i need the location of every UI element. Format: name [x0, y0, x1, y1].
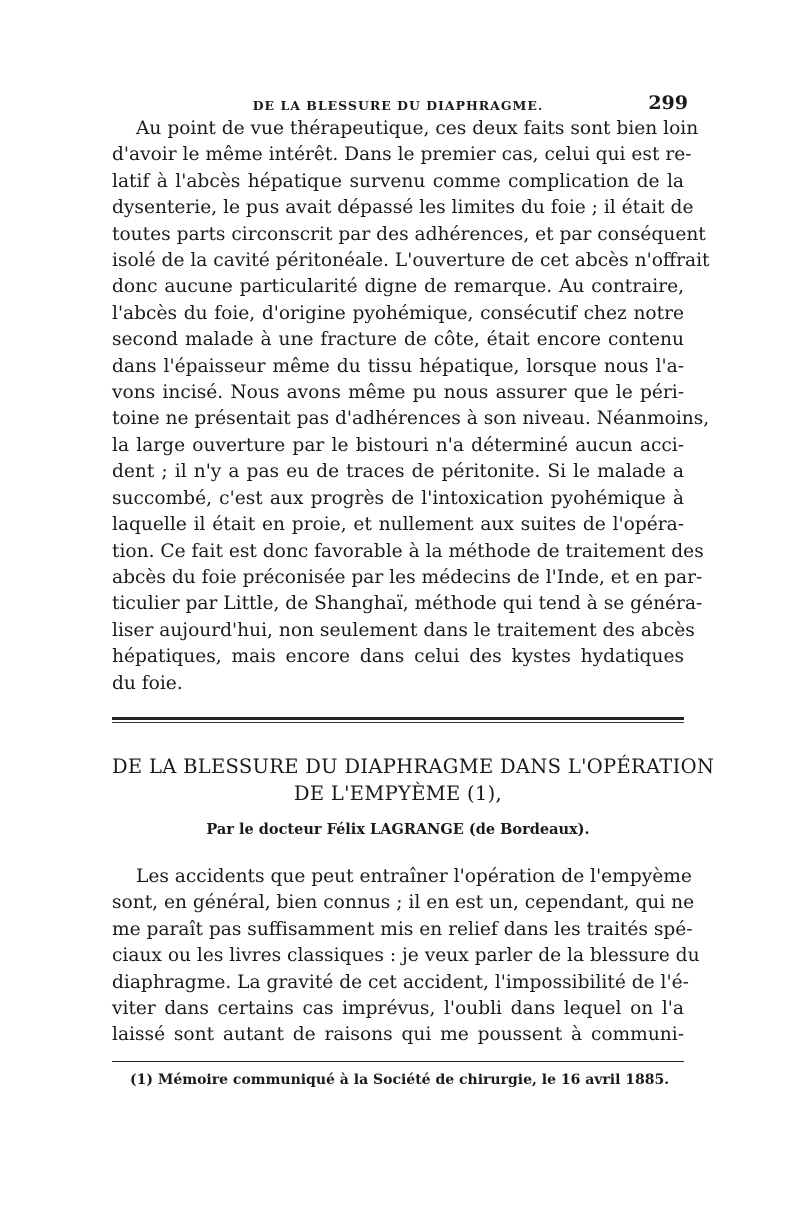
- section-title-line: DE LA BLESSURE DU DIAPHRAGME DANS L'OPÉRATION: [112, 754, 715, 778]
- footnote: (1) Mémoire communiqué à la Société de chirurgie, le 16 avril 1885.: [130, 1072, 670, 1089]
- text-line: second malade à une fracture de côte, était encore contenu: [112, 329, 684, 351]
- text-line: l'abcès du foie, d'origine pyohémique, consécutif chez notre: [112, 302, 684, 324]
- paragraph-empyema: [112, 864, 700, 1049]
- section-title: [112, 753, 715, 807]
- text-line: dysenterie, le pus avait dépassé les limites du foie ; il était de: [112, 197, 694, 219]
- text-line: dans l'épaisseur même du tissu hépatique, lorsque nous l'a-: [112, 355, 684, 377]
- text-line: hépatiques, mais encore dans celui des kystes hydatiques: [112, 646, 684, 668]
- text-line: latif à l'abcès hépatique survenu comme complication de la: [112, 170, 684, 192]
- text-line: liser aujourd'hui, non seulement dans le traitement des abcès: [112, 619, 695, 641]
- text-line: Les accidents que peut entraîner l'opération de l'empyème: [136, 865, 692, 887]
- text-line: ciaux ou les livres classiques : je veux parler de la blessure du: [112, 945, 700, 967]
- text-line: toutes parts circonscrit par des adhérences, et par conséquent: [112, 223, 706, 245]
- section-title-line: DE L'EMPYÈME (1),: [293, 781, 503, 805]
- text-line: laquelle il était en proie, et nullement aux suites de l'opéra-: [112, 514, 684, 536]
- author-line: Par le docteur Félix LAGRANGE (de Bordeaux).: [206, 820, 590, 838]
- section-divider-thin: [112, 722, 684, 723]
- text-line: du foie.: [112, 672, 183, 694]
- section-divider-thick: [112, 717, 684, 720]
- text-line: abcès du foie préconisée par les médecins de l'Inde, et en par-: [112, 566, 703, 588]
- text-line: ticulier par Little, de Shanghaï, méthode qui tend à se généra-: [112, 593, 703, 615]
- text-line: laissé sont autant de raisons qui me poussent à communi-: [112, 1024, 684, 1046]
- text-line: viter dans certains cas imprévus, l'oubli dans lequel on l'a: [112, 997, 684, 1019]
- footnote-divider: [112, 1061, 684, 1063]
- running-title: DE LA BLESSURE DU DIAPHRAGME.: [252, 98, 544, 113]
- text-line: isolé de la cavité péritonéale. L'ouverture de cet abcès n'offrait: [112, 250, 710, 272]
- page-number: 299: [648, 92, 688, 114]
- text-line: diaphragme. La gravité de cet accident, l'impossibilité de l'é-: [112, 971, 689, 993]
- text-line: d'avoir le même intérêt. Dans le premier cas, celui qui est re-: [112, 144, 692, 166]
- running-head: [112, 88, 688, 116]
- text-line: toine ne présentait pas d'adhérences à son niveau. Néanmoins,: [112, 408, 710, 430]
- text-line: tion. Ce fait est donc favorable à la méthode de traitement des: [112, 540, 704, 562]
- text-line: la large ouverture par le bistouri n'a déterminé aucun acci-: [112, 434, 684, 456]
- text-line: succombé, c'est aux progrès de l'intoxication pyohémique à: [112, 487, 684, 509]
- text-line: donc aucune particularité digne de remarque. Au contraire,: [112, 276, 684, 298]
- text-line: Au point de vue thérapeutique, ces deux faits sont bien loin: [136, 118, 699, 139]
- book-page: [112, 88, 715, 1089]
- paragraph-therapeutics: [112, 116, 710, 697]
- text-line: dent ; il n'y a pas eu de traces de péritonite. Si le malade a: [112, 461, 684, 483]
- text-line: vons incisé. Nous avons même pu nous assurer que le péri-: [112, 382, 684, 404]
- text-line: me paraît pas suffisamment mis en relief dans les traités spé-: [112, 918, 693, 940]
- text-line: sont, en général, bien connus ; il en est un, cependant, qui ne: [112, 892, 695, 914]
